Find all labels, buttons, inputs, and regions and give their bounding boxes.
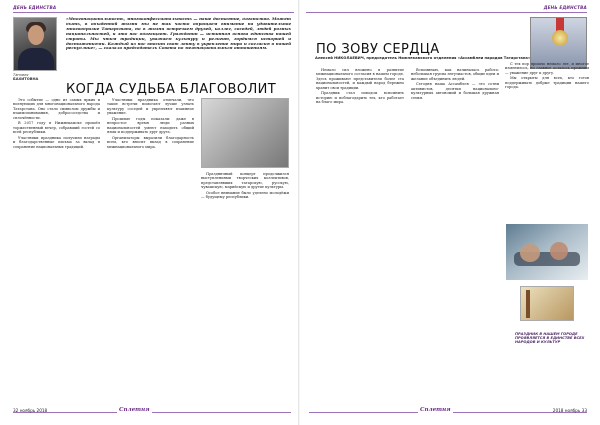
paragraph: Прошлые годы показали: даже в непростое время люди разных национальностей умеют находить общий язык и поддерживать друг друга.	[107, 116, 194, 135]
paragraph: Мы открыты для всех, кто готов поддерживать добрые традиции нашего города.	[505, 76, 589, 90]
section-title-left: ДЕНЬ ЕДИНСТВА	[13, 5, 57, 10]
article-column-4	[316, 68, 404, 106]
lead-quote: «Многонациональность, многоконфессиональность — наше достояние, богатство. Может быть, в обыденной жизни мы не так часто обращаем внимание на удивительное многообразие Татарстана, но в жизни встречаем друзей, коллег, соседей, людей разных национальностей, и это нас обогащает. Гражданин — истинная основа единства нашей страны. Мы чтим традиции, уважаем культуру и религию, гордимся историей и достижениями. Каждый из нас вносит свою лепту в укрепление мира и согласия в нашей республике», — сказала председатель Совета по межнациональным отношениям.	[66, 16, 291, 51]
book-spine	[526, 290, 530, 318]
magazine-logo-right: Сплетня	[420, 407, 451, 413]
portrait-caption-surname: БАХИТОВНА	[13, 77, 39, 82]
portrait-caption-name: Танзиля	[13, 73, 29, 77]
article-column-3	[201, 98, 289, 201]
article-column-1	[13, 98, 100, 150]
portrait-head	[28, 25, 44, 45]
top-rule-left	[13, 12, 294, 13]
section-title-right: ДЕНЬ ЕДИНСТВА	[543, 5, 587, 10]
paragraph: Праздничный концерт продолжился выступлениями творческих коллективов, представлявших татарскую, русскую, чувашскую, марийскую и другие культуры.	[201, 172, 289, 190]
article-headline-right: ПО ЗОВУ СЕРДЦА	[316, 42, 440, 57]
event-photo-left	[201, 98, 289, 168]
photo-person	[550, 242, 568, 260]
portrait-body	[18, 48, 54, 71]
top-rule-right	[306, 12, 587, 13]
pull-quote-right: ПРАЗДНИК В НАШЕМ ГОРОДЕ ПРОЯВЛЯЕТСЯ В ЕДИНСТВЕ ВСЕХ НАРОДОВ И КУЛЬТУР	[515, 332, 585, 345]
book-image	[520, 286, 574, 321]
article-column-6	[505, 62, 589, 91]
article-caption-right: Алексей НИКОЛАЕВИЧ, председатель Нижнекамского отделения «Ассамблеи народов Татарстана»	[315, 56, 531, 60]
paragraph: Это событие — одно из самых ярких и волнующих для многонационального народа Татарстана. Оно стало символом дружбы и взаимопонимания, добрососедства и сплочённости.	[13, 98, 100, 120]
paragraph: Праздник стал поводом вспомнить историю и поблагодарить тех, кто работает на благо мира.	[316, 91, 404, 105]
article-headline-left: КОГДА СУДЬБА БЛАГОВОЛИТ	[66, 82, 277, 97]
footer-right	[300, 408, 600, 418]
paragraph: Участники праздника отмечали, что такие встречи помогают лучше узнать культуру соседей и укрепляют взаимное уважение.	[107, 98, 194, 116]
paragraph: Немало сил вложено в развитие межнационального согласия в нашем городе. Здесь проживают представители более ста национальностей, и каждый народ бережно хранит свои традиции.	[316, 68, 404, 90]
page-number-left: 32 ноябрь 2018	[13, 408, 48, 413]
portrait-photo	[13, 17, 57, 71]
photo-person	[520, 244, 540, 262]
event-photo-right	[506, 224, 588, 280]
paragraph: С тех пор прошло немало лет, и многое изменилось, но главное осталось прежним — уважение друг к другу.	[505, 62, 589, 75]
magazine-logo-left: Сплетня	[119, 407, 150, 413]
portrait-caption	[13, 73, 59, 81]
article-column-5	[411, 68, 499, 101]
footer-rule	[13, 412, 291, 413]
footer-left	[0, 408, 300, 418]
medal-icon	[552, 30, 568, 46]
paragraph: Особое внимание было уделено молодёжи — будущему республики.	[201, 190, 289, 200]
article-column-2	[107, 98, 194, 150]
paragraph: Участники праздника получили награды и благодарственные письма за вклад в сохранение национальных традиций.	[13, 135, 100, 149]
paragraph: Вспоминаю, как начиналась работа: небольшая группа энтузиастов, общие идеи и желание объединить людей.	[411, 68, 499, 81]
paragraph: Организаторы выразили благодарность всем, кто вносит вклад в сохранение межнационального мира.	[107, 135, 194, 149]
page-number-right: 2018 ноябрь 33	[552, 408, 587, 413]
paragraph: Сегодня наша Ассамблея — это сотни активистов, десятки национально-культурных автономий и большая дружная семья.	[411, 82, 499, 100]
right-page	[300, 0, 600, 425]
paragraph: В 2017 году в Нижнекамске прошёл торжественный вечер, собравший гостей со всей республики.	[13, 121, 100, 135]
